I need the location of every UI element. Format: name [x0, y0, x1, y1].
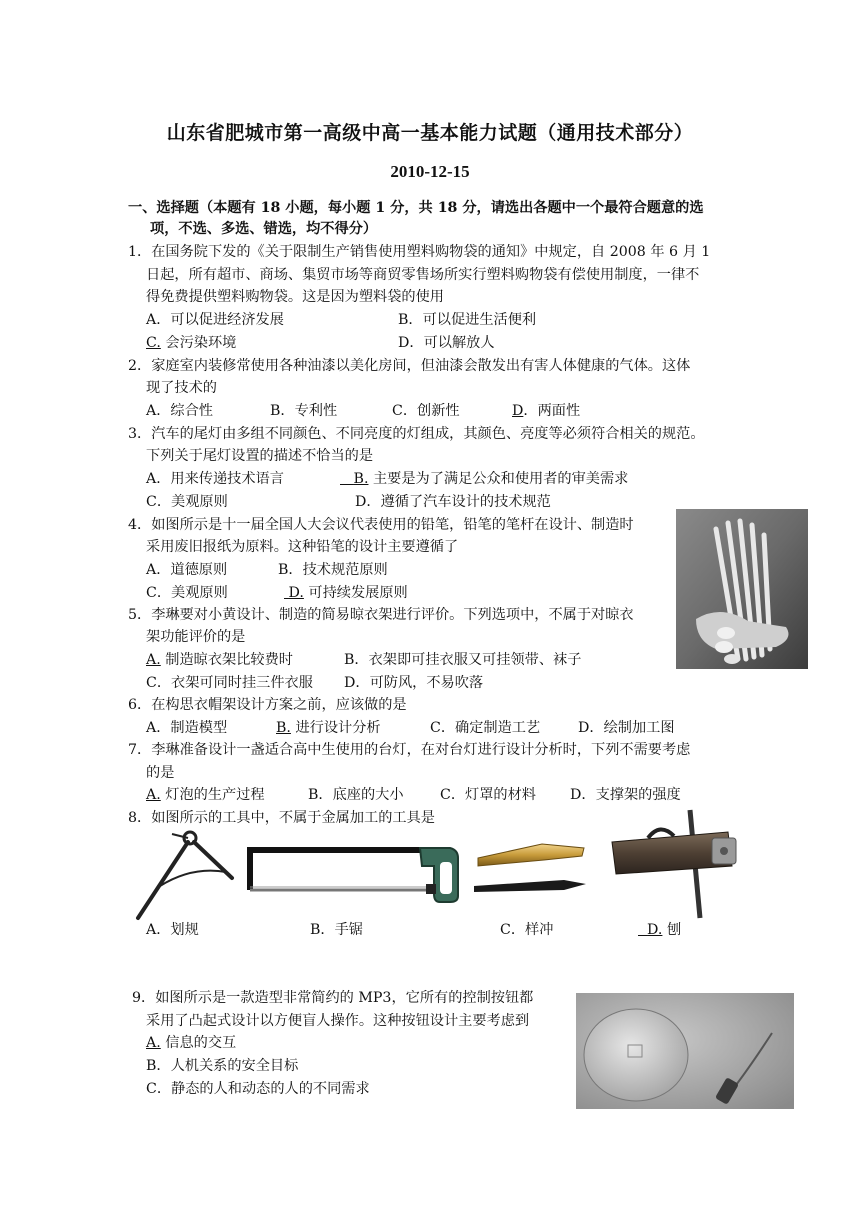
q5-option-a-text: 制造晾衣架比较费时 [165, 652, 293, 668]
answer-mark [284, 585, 304, 601]
section-heading-line1: 一、选择题（本题有 18 小题，每小题 1 分，共 18 分，请选出各题中一个最符合题意的选 [128, 200, 704, 216]
q5-option-d: D．可防风，不易吹落 [344, 675, 484, 691]
q5-option-b: B．衣架即可挂衣服又可挂领带、袜子 [344, 652, 582, 668]
q2-stem-line2: 现了技术的 [146, 380, 217, 396]
q7-option-d: D．支撑架的强度 [570, 787, 681, 803]
q4-option-d-text: 可持续发展原则 [308, 585, 408, 601]
q3-stem-line2: 下列关于尾灯设置的描述不恰当的是 [146, 448, 374, 464]
q3-option-c: C．美观原则 [146, 494, 228, 510]
q2-stem-line1: 2．家庭室内装修常使用各种油漆以美化房间，但油漆会散发出有害人体健康的气体。这体 [128, 358, 691, 374]
q3-option-d: D．遵循了汽车设计的技术规范 [355, 494, 551, 510]
page-title: 山东省肥城市第一高级中高一基本能力试题（通用技术部分） [166, 122, 694, 144]
q8-stem-line1: 8．如图所示的工具中，不属于金属加工的工具是 [128, 810, 435, 826]
q2-option-b: B．专利性 [270, 403, 338, 419]
section-heading-line2: 项，不选、多选、错选，均不得分） [150, 221, 378, 237]
q2-option-d-text: ．两面性 [523, 403, 581, 419]
q2-option-c: C．创新性 [392, 403, 460, 419]
q8-option-d-letter: D. [647, 922, 663, 938]
q7-option-a-text: 灯泡的生产过程 [165, 787, 265, 803]
q8-option-a: A．划规 [146, 922, 199, 938]
q6-option-a: A．制造模型 [146, 720, 228, 736]
q3-stem-line1: 3．汽车的尾灯由多组不同颜色、不同亮度的灯组成，其颜色、亮度等必须符合相关的规范。 [128, 426, 705, 442]
q9-option-a-text: 信息的交互 [165, 1035, 237, 1051]
exam-date: 2010-12-15 [390, 162, 470, 181]
q1-option-c-text: 会污染环境 [165, 335, 237, 351]
q6-stem-line1: 6．在构思衣帽架设计方案之前，应该做的是 [128, 697, 407, 713]
q4-option-c: C．美观原则 [146, 585, 228, 601]
pencil-photo [676, 509, 808, 669]
q3-option-b-text: 主要是为了满足公众和使用者的审美需求 [372, 471, 629, 487]
q7-stem-line1: 7．李琳准备设计一盏适合高中生使用的台灯，在对台灯进行设计分析时，下列不需要考虑 [128, 742, 691, 758]
q8-option-b: B．手锯 [310, 922, 363, 938]
q5-stem-line1: 5．李琳要对小黄设计、制造的简易晾衣架进行评价。下列选项中，不属于对晾衣 [128, 607, 634, 623]
answer-mark: A. [146, 1035, 161, 1051]
q9-stem-line1: 9．如图所示是一款造型非常简约的 MP3，它所有的控制按钮都 [132, 990, 534, 1006]
q4-option-d-letter: D. [288, 585, 304, 601]
q4-stem-line1: 4．如图所示是十一届全国人大会议代表使用的铅笔，铅笔的笔杆在设计、制造时 [128, 517, 634, 533]
answer-mark: A. [146, 787, 161, 803]
q3-option-b-letter: B. [353, 471, 369, 487]
q2-option-a: A．综合性 [146, 403, 213, 419]
q8-option-d-text: 刨 [666, 922, 682, 938]
answer-mark: B. [276, 720, 291, 736]
q3-option-b [340, 469, 628, 489]
mp3-photo [576, 993, 794, 1109]
compass-icon [132, 826, 240, 922]
q1-option-a: A．可以促进经济发展 [146, 312, 284, 328]
q9-option-c: C．静态的人和动态的人的不同需求 [146, 1081, 370, 1097]
q6-option-b-text: 进行设计分析 [295, 720, 381, 736]
answer-mark [340, 471, 368, 487]
answer-mark: D [512, 403, 524, 419]
q5-stem-line2: 架功能评价的是 [146, 629, 246, 645]
q3-option-a: A．用来传递技术语言 [146, 471, 284, 487]
answer-mark: A. [146, 652, 161, 668]
q6-option-c: C．确定制造工艺 [430, 720, 541, 736]
q7-option-a [146, 785, 265, 805]
q4-option-b: B．技术规范原则 [278, 562, 388, 578]
q7-option-b: B．底座的大小 [308, 787, 404, 803]
answer-mark [638, 922, 662, 938]
q1-stem-line1: 1．在国务院下发的《关于限制生产销售使用塑料购物袋的通知》中规定，自 2008 年 6 月 1 [128, 244, 711, 260]
hacksaw-icon [244, 840, 470, 904]
q7-option-c: C．灯罩的材料 [440, 787, 536, 803]
q1-option-b: B．可以促进生活便利 [398, 312, 537, 328]
answer-mark: C. [146, 335, 161, 351]
q8-option-c: C．样冲 [500, 922, 554, 938]
center-punch-icon [472, 840, 590, 902]
q8-option-d [638, 920, 681, 940]
q2-option-d [512, 401, 580, 421]
q4-stem-line2: 采用废旧报纸为原料。这种铅笔的设计主要遵循了 [146, 539, 459, 555]
plane-icon [608, 808, 756, 920]
q6-option-b [276, 718, 381, 738]
q9-option-a [146, 1033, 236, 1053]
q1-option-c [146, 333, 236, 353]
q5-option-a [146, 650, 293, 670]
q4-option-a: A．道德原则 [146, 562, 228, 578]
q9-stem-line2: 采用了凸起式设计以方便盲人操作。这种按钮设计主要考虑到 [146, 1013, 530, 1029]
q9-option-b: B．人机关系的安全目标 [146, 1058, 299, 1074]
q4-option-d [284, 583, 408, 603]
q5-option-c: C．衣架可同时挂三件衣服 [146, 675, 313, 691]
q7-stem-line2: 的是 [146, 765, 175, 781]
q1-stem-line3: 得免费提供塑料购物袋。这是因为塑料袋的使用 [146, 289, 444, 305]
q6-option-d: D．绘制加工图 [578, 720, 675, 736]
q1-stem-line2: 日起，所有超市、商场、集贸市场等商贸零售场所实行塑料购物袋有偿使用制度，一律不 [146, 267, 700, 283]
q1-option-d: D．可以解放人 [398, 335, 495, 351]
